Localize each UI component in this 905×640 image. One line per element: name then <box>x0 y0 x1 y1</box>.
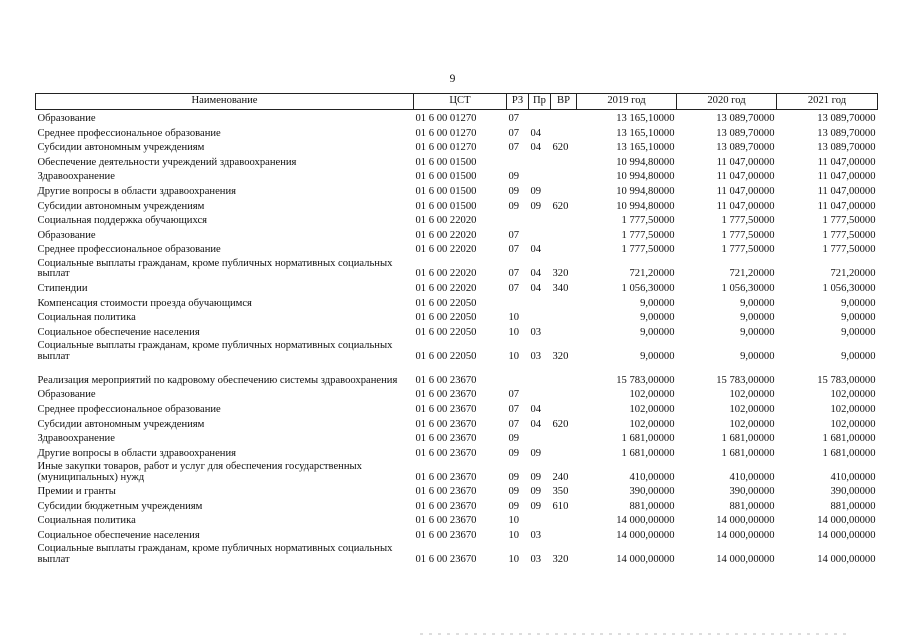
row-amount-2020: 9,00000 <box>740 297 775 309</box>
table-body <box>36 110 878 566</box>
table-row <box>36 256 878 280</box>
row-amount-2021: 102,00000 <box>830 418 876 430</box>
row-amount-2020: 9,00000 <box>740 326 775 338</box>
row-pr <box>529 110 551 125</box>
row-rz: 07 <box>508 282 520 294</box>
row-amount-2019: 102,00000 <box>629 389 675 401</box>
row-amount-2019: 13 165,10000 <box>616 142 675 154</box>
row-vr <box>551 386 577 401</box>
row-amount-2019: 1 681,00000 <box>621 447 675 459</box>
row-amount-2021: 102,00000 <box>830 389 876 401</box>
row-vr: 320 <box>552 268 569 280</box>
row-rz: 07 <box>508 244 520 256</box>
row-cst: 01 6 00 22020 <box>415 215 477 227</box>
row-amount-2021: 102,00000 <box>830 403 876 415</box>
table-row <box>36 416 878 431</box>
row-pr <box>529 227 551 242</box>
row-amount-2021: 410,00000 <box>830 471 876 483</box>
row-cst: 01 6 00 23670 <box>415 554 477 566</box>
row-amount-2020: 1 681,00000 <box>721 433 775 445</box>
scan-artifact <box>420 633 850 635</box>
table-row <box>36 459 878 483</box>
table-row <box>36 154 878 169</box>
row-name: Обеспечение деятельности учреждений здравоохранения <box>37 156 297 168</box>
row-name: Субсидии автономным учреждениям <box>37 200 205 212</box>
row-amount-2021: 11 047,00000 <box>817 156 876 168</box>
table-row <box>36 227 878 242</box>
row-amount-2020: 102,00000 <box>729 389 775 401</box>
row-name: Другие вопросы в области здравоохранения <box>37 447 236 459</box>
row-rz: 09 <box>508 486 520 498</box>
table-row <box>36 542 878 566</box>
row-name: Реализация мероприятий по кадровому обеспечению системы здравоохранения <box>37 374 398 386</box>
row-amount-2020: 390,00000 <box>729 486 775 498</box>
row-amount-2019: 721,20000 <box>629 268 675 280</box>
table-row <box>36 445 878 460</box>
row-pr <box>529 309 551 324</box>
row-rz: 09 <box>508 433 520 445</box>
row-vr <box>551 527 577 542</box>
row-amount-2019: 14 000,00000 <box>616 515 675 527</box>
row-vr <box>551 241 577 256</box>
table-row <box>36 198 878 213</box>
row-amount-2020: 1 777,50000 <box>721 215 775 227</box>
row-amount-2021: 1 777,50000 <box>822 244 876 256</box>
row-vr <box>551 445 577 460</box>
row-name: Иные закупки товаров, работ и услуг для обеспечения государственных (муниципальных) нужд <box>37 461 362 483</box>
row-vr <box>551 362 577 386</box>
row-amount-2021: 9,00000 <box>841 312 876 324</box>
row-vr <box>551 401 577 416</box>
row-amount-2019: 881,00000 <box>629 500 675 512</box>
row-amount-2019: 9,00000 <box>640 312 675 324</box>
row-vr: 320 <box>552 554 569 566</box>
row-pr <box>529 154 551 169</box>
row-pr: 03 <box>530 326 542 338</box>
table-row <box>36 280 878 295</box>
row-amount-2020: 11 047,00000 <box>716 200 775 212</box>
row-rz: 09 <box>508 471 520 483</box>
row-name: Среднее профессиональное образование <box>37 403 221 415</box>
row-amount-2021: 15 783,00000 <box>817 374 876 386</box>
row-pr <box>529 386 551 401</box>
row-cst: 01 6 00 01500 <box>415 200 477 212</box>
row-cst: 01 6 00 23670 <box>415 418 477 430</box>
row-amount-2021: 13 089,70000 <box>817 113 876 124</box>
row-name: Социальная политика <box>37 312 136 324</box>
row-amount-2019: 1 056,30000 <box>621 282 675 294</box>
row-rz: 09 <box>508 447 520 459</box>
row-vr <box>551 154 577 169</box>
row-cst: 01 6 00 22020 <box>415 244 477 256</box>
table-row <box>36 309 878 324</box>
row-amount-2020: 9,00000 <box>740 350 775 362</box>
row-cst: 01 6 00 01500 <box>415 156 477 168</box>
row-name: Социальные выплаты гражданам, кроме публичных нормативных социальных выплат <box>37 340 393 362</box>
column-header-vr: ВР <box>551 94 577 110</box>
row-amount-2020: 1 777,50000 <box>721 229 775 241</box>
row-name: Субсидии автономным учреждениям <box>37 418 205 430</box>
row-rz: 09 <box>508 185 520 197</box>
row-pr <box>529 362 551 386</box>
row-pr: 09 <box>530 471 542 483</box>
row-amount-2019: 1 777,50000 <box>621 244 675 256</box>
row-cst: 01 6 00 23670 <box>415 389 477 401</box>
row-pr: 04 <box>530 142 542 154</box>
row-amount-2021: 11 047,00000 <box>817 171 876 183</box>
row-rz: 07 <box>508 268 520 280</box>
table-row <box>36 110 878 125</box>
table-row <box>36 498 878 513</box>
table-row <box>36 241 878 256</box>
table-row <box>36 338 878 362</box>
row-vr <box>551 168 577 183</box>
column-header-2019: 2019 год <box>577 94 677 110</box>
row-amount-2020: 13 089,70000 <box>716 142 775 154</box>
row-amount-2021: 9,00000 <box>841 350 876 362</box>
row-cst: 01 6 00 01270 <box>415 127 477 139</box>
row-cst: 01 6 00 23670 <box>415 515 477 527</box>
row-amount-2020: 11 047,00000 <box>716 156 775 168</box>
row-amount-2021: 1 777,50000 <box>822 215 876 227</box>
row-amount-2019: 13 165,10000 <box>616 113 675 124</box>
row-amount-2021: 14 000,00000 <box>817 515 876 527</box>
row-amount-2019: 9,00000 <box>640 350 675 362</box>
row-rz: 10 <box>508 515 520 527</box>
row-pr <box>529 512 551 527</box>
column-header-2020: 2020 год <box>677 94 777 110</box>
row-cst: 01 6 00 23670 <box>415 471 477 483</box>
row-name: Компенсация стоимости проезда обучающимся <box>37 297 252 309</box>
row-pr: 04 <box>530 282 542 294</box>
row-amount-2021: 721,20000 <box>830 268 876 280</box>
row-name: Социальные выплаты гражданам, кроме публичных нормативных социальных выплат <box>37 257 393 280</box>
row-rz: 07 <box>508 389 520 401</box>
row-pr: 09 <box>530 447 542 459</box>
row-amount-2021: 14 000,00000 <box>817 554 876 566</box>
page-number: 9 <box>449 73 456 85</box>
row-vr: 340 <box>552 282 569 294</box>
row-amount-2020: 881,00000 <box>729 500 775 512</box>
row-amount-2019: 1 777,50000 <box>621 215 675 227</box>
row-rz: 10 <box>508 350 520 362</box>
table-row <box>36 139 878 154</box>
row-amount-2021: 13 089,70000 <box>817 142 876 154</box>
row-amount-2019: 1 681,00000 <box>621 433 675 445</box>
row-amount-2021: 1 777,50000 <box>822 229 876 241</box>
table-row <box>36 125 878 140</box>
row-pr: 04 <box>530 244 542 256</box>
row-amount-2019: 1 777,50000 <box>621 229 675 241</box>
row-amount-2021: 9,00000 <box>841 326 876 338</box>
row-cst: 01 6 00 22050 <box>415 312 477 324</box>
table-row <box>36 483 878 498</box>
row-name: Социальная поддержка обучающихся <box>37 215 208 227</box>
row-pr: 04 <box>530 403 542 415</box>
row-vr <box>551 295 577 310</box>
row-rz: 07 <box>508 113 520 124</box>
row-rz <box>507 362 529 386</box>
row-vr <box>551 324 577 339</box>
row-amount-2019: 10 994,80000 <box>616 156 675 168</box>
row-amount-2019: 10 994,80000 <box>616 200 675 212</box>
row-vr: 620 <box>552 418 569 430</box>
table-row <box>36 401 878 416</box>
row-amount-2020: 15 783,00000 <box>716 374 775 386</box>
row-amount-2019: 10 994,80000 <box>616 185 675 197</box>
row-rz: 09 <box>508 171 520 183</box>
row-cst: 01 6 00 01500 <box>415 171 477 183</box>
row-rz <box>507 295 529 310</box>
row-name: Социальное обеспечение населения <box>37 530 200 542</box>
row-vr <box>551 309 577 324</box>
row-amount-2020: 13 089,70000 <box>716 127 775 139</box>
row-pr <box>529 212 551 227</box>
row-amount-2020: 102,00000 <box>729 418 775 430</box>
row-rz: 10 <box>508 326 520 338</box>
row-cst: 01 6 00 23670 <box>415 433 477 445</box>
row-pr: 09 <box>530 200 542 212</box>
row-pr: 03 <box>530 554 542 566</box>
row-name: Образование <box>37 389 96 401</box>
row-amount-2021: 9,00000 <box>841 297 876 309</box>
row-rz: 09 <box>508 200 520 212</box>
row-amount-2021: 1 056,30000 <box>822 282 876 294</box>
table-row <box>36 324 878 339</box>
row-amount-2020: 11 047,00000 <box>716 185 775 197</box>
row-amount-2020: 13 089,70000 <box>716 113 775 124</box>
row-amount-2020: 9,00000 <box>740 312 775 324</box>
row-rz: 07 <box>508 418 520 430</box>
table-row <box>36 512 878 527</box>
row-name: Здравоохранение <box>37 171 115 183</box>
row-name: Стипендии <box>37 282 88 294</box>
row-cst: 01 6 00 23670 <box>415 530 477 542</box>
row-amount-2021: 1 681,00000 <box>822 433 876 445</box>
row-rz: 10 <box>508 554 520 566</box>
row-name: Среднее профессиональное образование <box>37 244 221 256</box>
column-header-2021: 2021 год <box>777 94 878 110</box>
row-rz: 07 <box>508 229 520 241</box>
row-amount-2020: 721,20000 <box>729 268 775 280</box>
row-cst: 01 6 00 23670 <box>415 374 477 386</box>
row-amount-2020: 11 047,00000 <box>716 171 775 183</box>
row-amount-2019: 102,00000 <box>629 403 675 415</box>
row-pr: 09 <box>530 185 542 197</box>
row-name: Образование <box>37 113 96 124</box>
row-cst: 01 6 00 23670 <box>415 486 477 498</box>
row-rz <box>507 154 529 169</box>
table-row <box>36 168 878 183</box>
row-rz: 09 <box>508 500 520 512</box>
row-vr <box>551 212 577 227</box>
column-header-rz: РЗ <box>507 94 529 110</box>
row-vr: 320 <box>552 350 569 362</box>
row-amount-2021: 11 047,00000 <box>817 200 876 212</box>
row-cst: 01 6 00 23670 <box>415 447 477 459</box>
row-amount-2020: 1 777,50000 <box>721 244 775 256</box>
row-amount-2020: 410,00000 <box>729 471 775 483</box>
column-header-pr: Пр <box>529 94 551 110</box>
table-row <box>36 212 878 227</box>
row-cst: 01 6 00 22020 <box>415 282 477 294</box>
row-amount-2020: 1 056,30000 <box>721 282 775 294</box>
row-amount-2019: 102,00000 <box>629 418 675 430</box>
table-row <box>36 430 878 445</box>
row-cst: 01 6 00 23670 <box>415 403 477 415</box>
row-amount-2020: 14 000,00000 <box>716 515 775 527</box>
row-vr <box>551 430 577 445</box>
row-name: Субсидии автономным учреждениям <box>37 142 205 154</box>
table-row <box>36 295 878 310</box>
row-amount-2019: 9,00000 <box>640 326 675 338</box>
row-amount-2019: 13 165,10000 <box>616 127 675 139</box>
row-pr: 03 <box>530 530 542 542</box>
table-header-row <box>36 94 878 110</box>
row-cst: 01 6 00 22050 <box>415 350 477 362</box>
row-cst: 01 6 00 01270 <box>415 142 477 154</box>
row-amount-2021: 11 047,00000 <box>817 185 876 197</box>
row-vr <box>551 227 577 242</box>
row-pr <box>529 168 551 183</box>
row-amount-2019: 14 000,00000 <box>616 554 675 566</box>
row-cst: 01 6 00 22020 <box>415 229 477 241</box>
row-name: Здравоохранение <box>37 433 115 445</box>
row-vr <box>551 110 577 125</box>
row-vr: 620 <box>552 142 569 154</box>
row-cst: 01 6 00 01500 <box>415 185 477 197</box>
row-pr: 09 <box>530 486 542 498</box>
row-rz: 07 <box>508 142 520 154</box>
row-amount-2021: 13 089,70000 <box>817 127 876 139</box>
row-amount-2021: 1 681,00000 <box>822 447 876 459</box>
row-pr: 04 <box>530 418 542 430</box>
row-amount-2019: 410,00000 <box>629 471 675 483</box>
row-pr <box>529 430 551 445</box>
column-header-name: Наименование <box>36 94 414 110</box>
row-amount-2020: 14 000,00000 <box>716 554 775 566</box>
row-pr: 09 <box>530 500 542 512</box>
row-amount-2019: 14 000,00000 <box>616 530 675 542</box>
row-name: Субсидии бюджетным учреждениям <box>37 500 203 512</box>
row-amount-2020: 102,00000 <box>729 403 775 415</box>
row-vr <box>551 512 577 527</box>
row-amount-2020: 1 681,00000 <box>721 447 775 459</box>
table-row <box>36 527 878 542</box>
row-name: Социальные выплаты гражданам, кроме публичных нормативных социальных выплат <box>37 543 393 566</box>
row-amount-2021: 14 000,00000 <box>817 530 876 542</box>
row-rz <box>507 212 529 227</box>
row-amount-2019: 9,00000 <box>640 297 675 309</box>
row-cst: 01 6 00 01270 <box>415 113 477 124</box>
row-name: Премии и гранты <box>37 486 116 498</box>
row-cst: 01 6 00 23670 <box>415 500 477 512</box>
budget-table <box>35 93 878 566</box>
row-amount-2021: 390,00000 <box>830 486 876 498</box>
row-amount-2020: 14 000,00000 <box>716 530 775 542</box>
row-amount-2021: 881,00000 <box>830 500 876 512</box>
row-vr: 610 <box>552 500 569 512</box>
row-amount-2019: 15 783,00000 <box>616 374 675 386</box>
row-vr: 620 <box>552 200 569 212</box>
row-vr <box>551 125 577 140</box>
row-pr: 04 <box>530 268 542 280</box>
row-amount-2019: 10 994,80000 <box>616 171 675 183</box>
row-name: Социальная политика <box>37 515 136 527</box>
row-vr: 350 <box>552 486 569 498</box>
row-name: Другие вопросы в области здравоохранения <box>37 185 236 197</box>
table-row <box>36 362 878 386</box>
row-cst: 01 6 00 22050 <box>415 297 477 309</box>
column-header-cst: ЦСТ <box>414 94 507 110</box>
row-pr <box>529 295 551 310</box>
row-pr: 04 <box>530 127 542 139</box>
row-vr <box>551 183 577 198</box>
row-cst: 01 6 00 22050 <box>415 326 477 338</box>
row-name: Социальное обеспечение населения <box>37 326 200 338</box>
row-amount-2019: 390,00000 <box>629 486 675 498</box>
row-pr: 03 <box>530 350 542 362</box>
row-cst: 01 6 00 22020 <box>415 268 477 280</box>
table-row <box>36 183 878 198</box>
row-name: Образование <box>37 229 96 241</box>
row-rz: 10 <box>508 312 520 324</box>
row-vr: 240 <box>552 471 569 483</box>
table-row <box>36 386 878 401</box>
row-rz: 10 <box>508 530 520 542</box>
row-rz: 07 <box>508 403 520 415</box>
row-rz: 07 <box>508 127 520 139</box>
row-name: Среднее профессиональное образование <box>37 127 221 139</box>
